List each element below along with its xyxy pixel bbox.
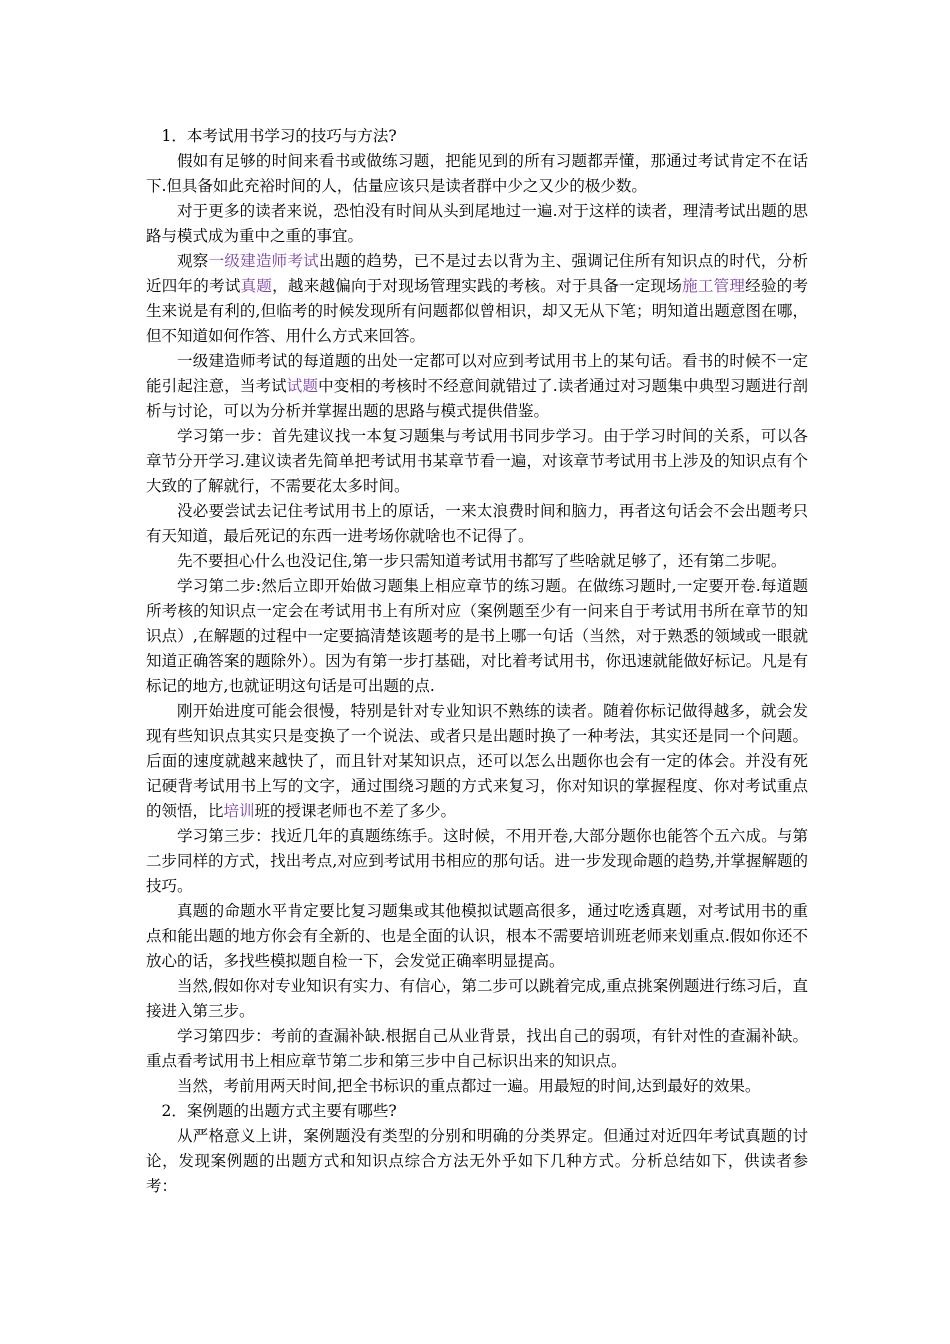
paragraph: 从严格意义上讲，案例题没有类型的分别和明确的分类界定。但通过对近四年考试真题的讨论，发现案例题的出题方式和知识点综合方法无外乎如下几种方式。分析总结如下，供读者参考： xyxy=(146,1127,808,1195)
paragraph: 当然,假如你对专业知识有实力、有信心，第二步可以跳着完成,重点挑案例题进行练习后，直接进入第三步。 xyxy=(146,977,808,1020)
paragraph: 假如有足够的时间来看书或做练习题，把能见到的所有习题都弄懂，那通过考试肯定不在话下.但具备如此充裕时间的人，估量应该只是读者群中少之又少的极少数。 xyxy=(146,152,808,195)
paragraph: 当然，考前用两天时间,把全书标识的重点都过一遍。用最短的时间,达到最好的效果。 xyxy=(177,1077,761,1095)
paragraph: 真题的命题水平肯定要比复习题集或其他模拟试题高很多，通过吃透真题，对考试用书的重点和能出题的地方你会有全新的、也是全面的认识，根本不需要培训班老师来划重点.假如你还不放心的话，多找些模拟题自检一下，会发觉正确率明显提高。 xyxy=(146,902,808,970)
link-exam[interactable]: 一级建造师考试 xyxy=(208,252,320,270)
paragraph xyxy=(146,249,808,349)
paragraph: 先不要担心什么也没记住,第一步只需知道考试用书都写了些啥就足够了，还有第二步呢。 xyxy=(177,552,787,570)
link-construction-management[interactable]: 施工管理 xyxy=(682,277,746,295)
text-run: 班的授课老师也不差了多少。 xyxy=(254,802,457,820)
text-run: 刚开始进度可能会很慢，特别是针对专业知识不熟练的读者。随着你标记做得越多，就会发现有些知识点其实只是变换了一个说法、或者只是出题时换了一种考法，其实还是同一个问题。后面的速度就越来越快了，而且针对某知识点，还可以怎么出题你也会有一定的体会。并没有死记硬背考试用书上写的文字，通过围绕习题的方式来复习，你对知识的掌握程度、你对考试重点的领悟，比 xyxy=(146,702,808,820)
text-run: 一级建造师考试的每道题的出处一定都可以对应到考试用书上的某句话。看书的时候不一定能引起注意，当考试 xyxy=(146,352,808,395)
paragraph xyxy=(146,349,808,424)
text-run: 中变相的考核时不经意间就错过了.读者通过对习题集中典型习题进行剖析与讨论，可以为分析并掌握出题的思路与模式提供借鉴。 xyxy=(146,377,808,420)
link-test-questions[interactable]: 试题 xyxy=(286,377,319,395)
document-body xyxy=(146,124,808,1199)
text-run: 观察 xyxy=(177,252,209,270)
paragraph: 学习第二步:然后立即开始做习题集上相应章节的练习题。在做练习题时,一定要开卷.每道题所考核的知识点一定会在考试用书上有所对应（案例题至少有一问来自于考试用书所在章节的知识点）,在解题的过程中一定要搞清楚该题考的是书上哪一句话（当然，对于熟悉的领域或一眼就知道正确答案的题除外）。因为有第一步打基础，对比着考试用书，你迅速就能做好标记。凡是有标记的地方,也就证明这句话是可出题的点. xyxy=(146,577,808,695)
paragraph xyxy=(146,699,808,824)
link-training[interactable]: 培训 xyxy=(223,802,255,820)
paragraph: 没必要尝试去记住考试用书上的原话，一来太浪费时间和脑力，再者这句话会不会出题考只有天知道，最后死记的东西一进考场你就啥也不记得了。 xyxy=(146,502,808,545)
text-run: ，越来越偏向于对现场管理实践的考核。对于具备一定现场 xyxy=(272,277,683,295)
section-heading-1: 1．本考试用书学习的技巧与方法? xyxy=(161,127,397,145)
paragraph: 学习第四步：考前的查漏补缺.根据自己从业背景，找出自己的弱项，有针对性的查漏补缺。重点看考试用书上相应章节第二步和第三步中自己标识出来的知识点。 xyxy=(146,1027,808,1070)
text-run: 出题的趋势，已不是过去以背为主、强调记住所有知识点的时代，分析近四年的考试 xyxy=(146,252,808,295)
paragraph: 学习第一步：首先建议找一本复习题集与考试用书同步学习。由于学习时间的关系，可以各章节分开学习.建议读者先简单把考试用书某章节看一遍，对该章节考试用书上涉及的知识点有个大致的了解就行，不需要花太多时间。 xyxy=(146,427,808,495)
section-heading-2: 2．案例题的出题方式主要有哪些? xyxy=(161,1102,397,1120)
link-real-questions[interactable]: 真题 xyxy=(240,277,273,295)
paragraph: 学习第三步：找近几年的真题练练手。这时候，不用开卷,大部分题你也能答个五六成。与第二步同样的方式，找出考点,对应到考试用书相应的那句话。进一步发现命题的趋势,并掌握解题的技巧。 xyxy=(146,827,808,895)
paragraph: 对于更多的读者来说，恐怕没有时间从头到尾地过一遍.对于这样的读者，理清考试出题的思路与模式成为重中之重的事宜。 xyxy=(146,202,808,245)
text-run: 经验的考生来说是有利的,但临考的时候发现所有问题都似曾相识，却又无从下笔；明知道出题意图在哪，但不知道如何作答、用什么方式来回答。 xyxy=(146,277,808,345)
